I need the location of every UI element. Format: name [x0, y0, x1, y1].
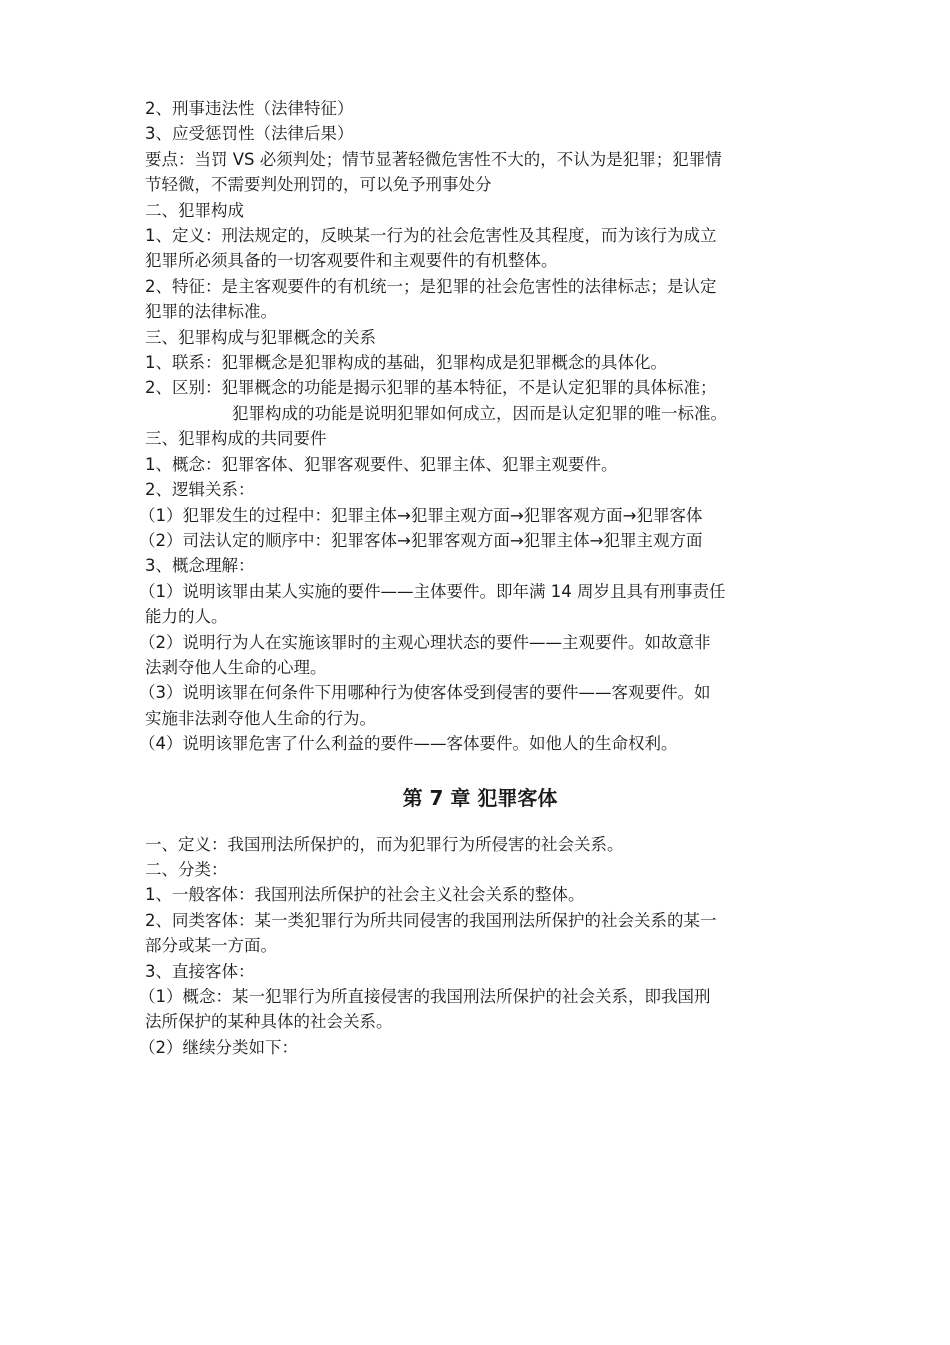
text-line: 3、直接客体： — [145, 961, 255, 981]
text-line: 法剥夺他人生命的心理。 — [145, 657, 327, 677]
text-line: 犯罪的法律标准。 — [145, 302, 277, 322]
section-crime-constitution — [139, 96, 815, 757]
text-line: 1、联系：犯罪概念是犯罪构成的基础，犯罪构成是犯罪概念的具体化。 — [145, 353, 667, 373]
text-line: 部分或某一方面。 — [145, 936, 277, 956]
section-heading: 三、犯罪构成与犯罪概念的关系 — [145, 327, 376, 347]
text-line: （1）概念：某一犯罪行为所直接侵害的我国刑法所保护的社会关系，即我国刑 — [139, 987, 711, 1006]
text-line: 3、概念理解： — [145, 556, 255, 576]
text-line: 能力的人。 — [145, 607, 228, 627]
section-heading: 三、犯罪构成的共同要件 — [145, 429, 327, 449]
chapter-title: 第 7 章 犯罪客体 — [402, 785, 558, 810]
document-page — [139, 96, 815, 1060]
text-line: 2、特征：是主客观要件的有机统一；是犯罪的社会危害性的法律标志；是认定 — [145, 276, 717, 296]
section-crime-object — [139, 832, 815, 1061]
text-line: （2）说明行为人在实施该罪时的主观心理状态的要件——主观要件。如故意非 — [139, 632, 711, 652]
text-line: 1、一般客体：我国刑法所保护的社会主义社会关系的整体。 — [145, 885, 585, 905]
text-line: 2、刑事违法性（法律特征） — [145, 99, 354, 118]
text-line: 2、逻辑关系： — [145, 480, 255, 500]
text-line: 犯罪所必须具备的一切客观要件和主观要件的有机整体。 — [145, 251, 558, 271]
text-line: 2、同类客体：某一类犯罪行为所共同侵害的我国刑法所保护的社会关系的某一 — [145, 910, 717, 930]
text-line: （1）说明该罪由某人实施的要件——主体要件。即年满 14 周岁且具有刑事责任 — [139, 581, 726, 601]
text-line: 实施非法剥夺他人生命的行为。 — [145, 708, 376, 728]
text-line: 要点：当罚 VS 必须判处；情节显著轻微危害性不大的，不认为是犯罪；犯罪情 — [145, 149, 722, 169]
text-line: 1、概念：犯罪客体、犯罪客观要件、犯罪主体、犯罪主观要件。 — [145, 454, 618, 474]
text-line: 2、区别：犯罪概念的功能是揭示犯罪的基本特征，不是认定犯罪的具体标准； — [145, 378, 717, 398]
text-line: 节轻微，不需要判处刑罚的，可以免予刑事处分 — [145, 175, 492, 195]
text-line: （4）说明该罪危害了什么利益的要件——客体要件。如他人的生命权利。 — [139, 734, 678, 754]
section-heading: 二、分类： — [145, 859, 228, 879]
text-line: （3）说明该罪在何条件下用哪种行为使客体受到侵害的要件——客观要件。如 — [139, 683, 711, 703]
text-line-indented: 犯罪构成的功能是说明犯罪如何成立，因而是认定犯罪的唯一标准。 — [232, 403, 727, 423]
text-line: （1）犯罪发生的过程中：犯罪主体→犯罪主观方面→犯罪客观方面→犯罪客体 — [139, 505, 703, 525]
section-heading: 一、定义：我国刑法所保护的，而为犯罪行为所侵害的社会关系。 — [145, 834, 624, 854]
text-line: （2）继续分类如下： — [139, 1037, 298, 1057]
text-line: 法所保护的某种具体的社会关系。 — [145, 1012, 393, 1032]
section-heading: 二、犯罪构成 — [145, 200, 244, 220]
text-line: （2）司法认定的顺序中：犯罪客体→犯罪客观方面→犯罪主体→犯罪主观方面 — [139, 530, 703, 550]
text-line: 3、应受惩罚性（法律后果） — [145, 124, 354, 144]
text-line: 1、定义：刑法规定的，反映某一行为的社会危害性及其程度，而为该行为成立 — [145, 226, 717, 246]
